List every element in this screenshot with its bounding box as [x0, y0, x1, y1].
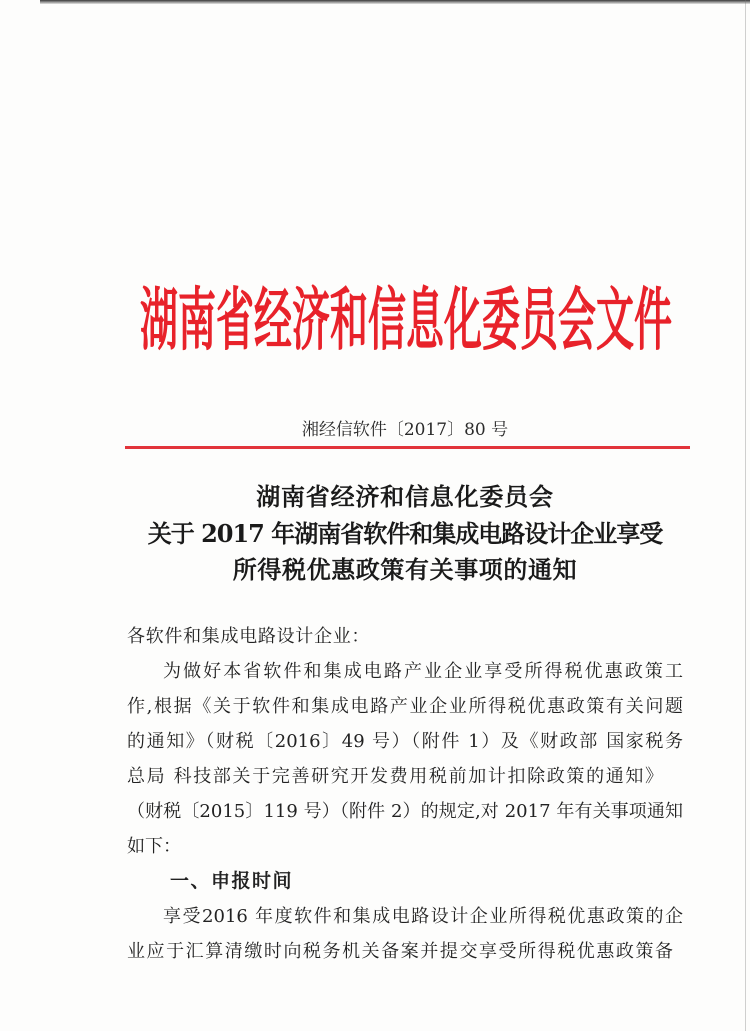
- salutation: 各软件和集成电路设计企业：: [127, 626, 371, 647]
- paragraph-2-line: 业应于汇算清缴时向税务机关备案并提交享受所得税优惠政策备: [127, 941, 673, 962]
- paragraph-1-line: 总局 科技部关于完善研究开发费用税前加计扣除政策的通知》: [127, 766, 663, 787]
- red-separator-line: [125, 446, 690, 449]
- section-1-heading: 一、申报时间: [170, 870, 294, 892]
- scan-right-edge: [745, 0, 746, 1031]
- title-line-3: 所得税优惠政策有关事项的通知: [232, 555, 578, 584]
- paragraph-1-line: 如下：: [127, 836, 181, 857]
- paragraph-1-line: 的通知》（财税〔2016〕49 号）（附件 1）及《财政部 国家税务: [127, 731, 683, 752]
- paragraph-1-line: 为做好本省软件和集成电路产业企业享受所得税优惠政策工: [163, 661, 683, 682]
- document-body: [127, 619, 683, 969]
- title-line-2: 关于 2017 年湖南省软件和集成电路设计企业享受: [147, 519, 663, 548]
- issuer-red-header: 湖南省经济和信息化委员会文件: [140, 278, 673, 360]
- scan-top-edge: [40, 0, 750, 4]
- paragraph-2-line: 享受2016 年度软件和集成电路设计企业所得税优惠政策的企: [163, 906, 683, 927]
- title-line-1: 湖南省经济和信息化委员会: [256, 482, 554, 511]
- paragraph-1-line: （财税〔2015〕119 号）（附件 2）的规定,对 2017 年有关事项通知: [127, 801, 683, 822]
- paragraph-1-line: 作,根据《关于软件和集成电路产业企业所得税优惠政策有关问题: [127, 696, 683, 717]
- document-number: 湘经信软件〔2017〕80 号: [301, 420, 509, 440]
